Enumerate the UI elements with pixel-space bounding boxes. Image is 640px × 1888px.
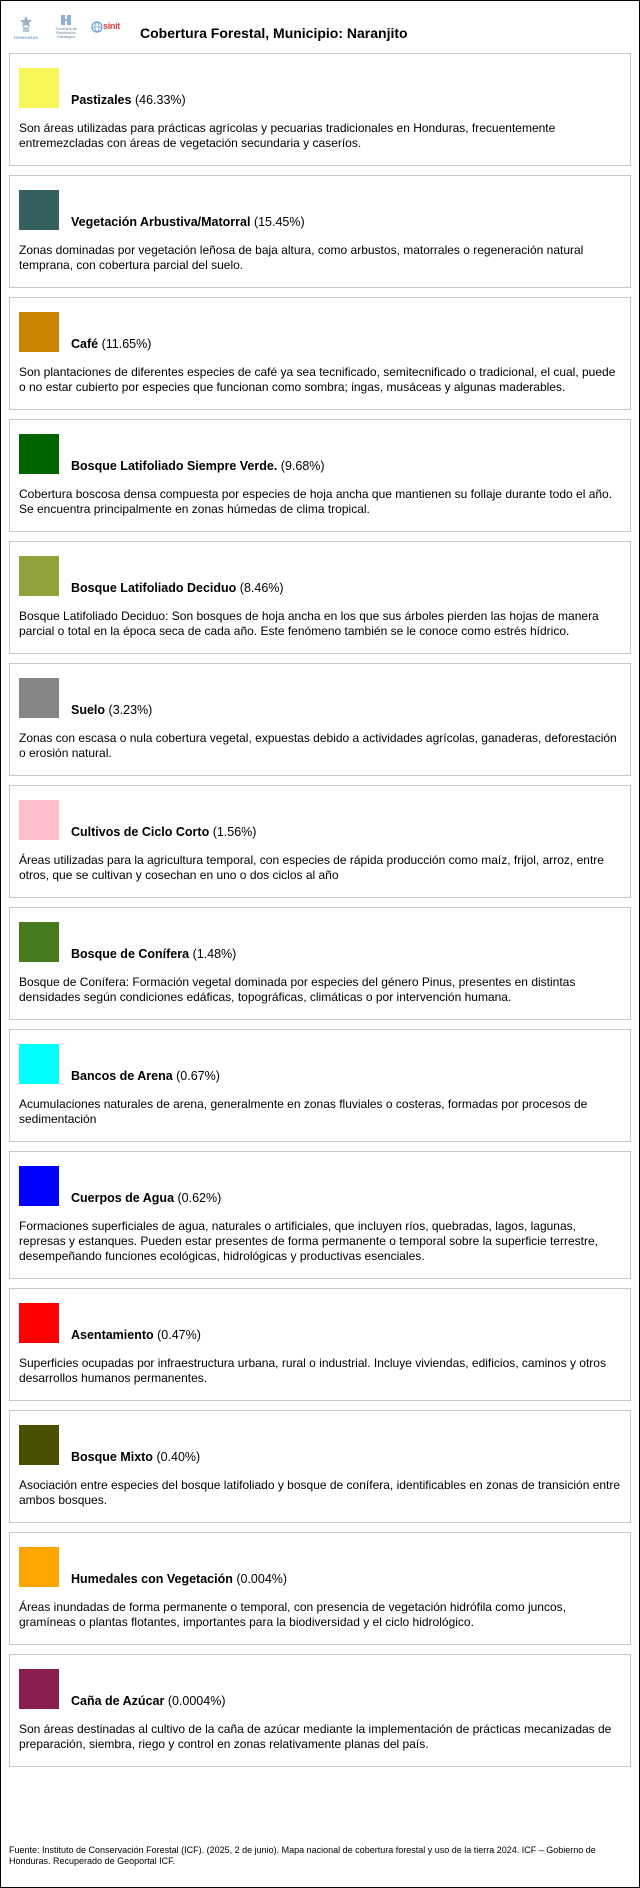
coverage-card-title [71, 1572, 287, 1587]
coverage-card-title [71, 947, 236, 962]
coverage-name: Caña de Azúcar [71, 1694, 165, 1708]
coverage-description: Cobertura boscosa densa compuesta por especies de hoja ancha que mantienen su follaje durante todo el año. Se encuentra principalmente en zonas húmedas de clima tropical. [19, 487, 613, 516]
coverage-card [9, 907, 631, 1020]
coverage-card-header [19, 1163, 621, 1206]
coverage-card-title [71, 703, 152, 718]
coverage-percentage: (3.23%) [108, 703, 153, 717]
emblem-icon [18, 15, 34, 33]
coverage-name: Suelo [71, 703, 106, 717]
coverage-card-title [71, 825, 256, 840]
coverage-description: Bosque de Conífera: Formación vegetal dominada por especies del género Pinus, presentes en distintas densidades según condiciones edáficas, topográficas, climáticas o por intervención humana. [19, 975, 576, 1004]
coverage-name: Vegetación Arbustiva/Matorral [71, 215, 251, 229]
sinit-logo-caption: sinit [103, 21, 121, 31]
coverage-name: Bosque Latifoliado Deciduo [71, 581, 237, 595]
coverage-description: Áreas utilizadas para la agricultura temporal, con especies de rápida producción como maíz, frijol, arroz, entre otros, que se cultivan y cosechan en uno o dos ciclos al año [19, 853, 604, 882]
secretaria-mark-icon [61, 15, 71, 25]
coverage-card-header [19, 1544, 621, 1587]
coverage-percentage: (15.45%) [253, 215, 305, 229]
coverage-percentage: (8.46%) [239, 581, 284, 595]
coverage-card-header [19, 65, 621, 108]
coverage-percentage: (46.33%) [134, 93, 186, 107]
color-swatch [19, 1669, 59, 1709]
color-swatch [19, 1166, 59, 1206]
coverage-percentage: (0.62%) [177, 1191, 222, 1205]
source-footer: Fuente: Instituto de Conservación Forestal (ICF). (2025, 2 de junio). Mapa nacional de cobertura forestal y uso de la tierra 2024. ICF – Gobierno de Honduras. Recuperado de Geoportal ICF. [9, 1845, 596, 1866]
coverage-card-header [19, 1300, 621, 1343]
coverage-card-title [71, 1694, 226, 1709]
logo-strip [11, 15, 129, 45]
color-swatch [19, 678, 59, 718]
color-swatch [19, 1044, 59, 1084]
sinit-logo [91, 19, 129, 37]
coverage-name: Humedales con Vegetación [71, 1572, 233, 1586]
color-swatch [19, 190, 59, 230]
coverage-card-header [19, 1041, 621, 1084]
coverage-name: Cultivos de Ciclo Corto [71, 825, 210, 839]
coverage-card [9, 1532, 631, 1645]
coverage-percentage: (0.67%) [176, 1069, 220, 1083]
coverage-percentage: (0.47%) [157, 1328, 201, 1342]
coverage-card [9, 541, 631, 654]
coverage-name: Bosque Latifoliado Siempre Verde. [71, 459, 278, 473]
globe-icon [91, 21, 103, 33]
coverage-card-header [19, 553, 621, 596]
coverage-name: Cuerpos de Agua [71, 1191, 175, 1205]
coverage-name: Asentamiento [71, 1328, 154, 1342]
coverage-name: Bancos de Arena [71, 1069, 173, 1083]
coverage-description: Son áreas utilizadas para prácticas agrícolas y pecuarias tradicionales en Honduras, frecuentemente entremezcladas con áreas de vegetación secundaria y caseríos. [19, 121, 556, 150]
coverage-card [9, 785, 631, 898]
coverage-card-header [19, 1422, 621, 1465]
coverage-description: Zonas con escasa o nula cobertura vegetal, expuestas debido a actividades agrícolas, ganaderas, deforestación o erosión natural. [19, 731, 617, 760]
coverage-card-title [71, 1191, 221, 1206]
coverage-card-header [19, 1666, 621, 1709]
color-swatch [19, 1547, 59, 1587]
coverage-card [9, 1654, 631, 1767]
color-swatch [19, 922, 59, 962]
coverage-card [9, 1410, 631, 1523]
coverage-card-header [19, 309, 621, 352]
honduras-logo-caption: HONDURAS [13, 35, 39, 40]
coverage-name: Pastizales [71, 93, 132, 107]
coverage-card [9, 419, 631, 532]
coverage-card [9, 1029, 631, 1142]
coverage-card-title [71, 1328, 201, 1343]
coverage-card-list [9, 53, 631, 1776]
coverage-description: Son plantaciones de diferentes especies de café ya sea tecnificado, semitecnificado o tradicional, el cual, puede o no estar cubierto por especies que funcionan como sombra; ingas, musáceas y algunas maderables. [19, 365, 616, 394]
coverage-description: Asociación entre especies del bosque latifoliado y bosque de conífera, identificables en zonas de transición entre ambos bosques. [19, 1478, 621, 1507]
color-swatch [19, 556, 59, 596]
coverage-description: Son áreas destinadas al cultivo de la caña de azúcar mediante la implementación de prácticas mecanizadas de preparación, siembra, riego y control en zonas relativamente planas del país. [19, 1722, 612, 1751]
coverage-card-title [71, 93, 186, 108]
coverage-card-header [19, 187, 621, 230]
coverage-card-header [19, 919, 621, 962]
coverage-percentage: (9.68%) [280, 459, 325, 473]
color-swatch [19, 312, 59, 352]
coverage-name: Bosque de Conífera [71, 947, 190, 961]
coverage-percentage: (1.48%) [192, 947, 237, 961]
coverage-card [9, 663, 631, 776]
page-title: Cobertura Forestal, Municipio: Naranjito [140, 25, 408, 41]
color-swatch [19, 1303, 59, 1343]
honduras-gobierno-logo [11, 15, 41, 45]
color-swatch [19, 800, 59, 840]
coverage-description: Superficies ocupadas por infraestructura urbana, rural o industrial. Incluye viviendas, edificios, caminos y otros desarrollos humanos permanentes. [19, 1356, 606, 1385]
coverage-card [9, 297, 631, 410]
coverage-percentage: (0.0004%) [167, 1694, 226, 1708]
coverage-card-header [19, 797, 621, 840]
coverage-card-title [71, 459, 325, 474]
coverage-card-header [19, 431, 621, 474]
coverage-percentage: (0.004%) [236, 1572, 288, 1586]
coverage-percentage: (1.56%) [212, 825, 257, 839]
coverage-percentage: (0.40%) [156, 1450, 201, 1464]
coverage-name: Bosque Mixto [71, 1450, 153, 1464]
page-header [1, 1, 639, 53]
coverage-card-title [71, 1069, 220, 1084]
color-swatch [19, 68, 59, 108]
coverage-description: Formaciones superficiales de agua, naturales o artificiales, que incluyen ríos, quebradas, lagos, lagunas, represas y estanques. Pueden estar presentes de forma permanente o temporal sobre la superficie terrestre, desempeñando funciones ecológicas, hidrológicas y productivas esenciales. [19, 1219, 598, 1263]
coverage-name: Café [71, 337, 99, 351]
coverage-description: Acumulaciones naturales de arena, generalmente en zonas fluviales o costeras, formadas por procesos de sedimentación [19, 1097, 588, 1126]
coverage-card-header [19, 675, 621, 718]
secretaria-logo-caption: Secretaría de Planificación Estratégica [55, 27, 77, 39]
coverage-card [9, 1288, 631, 1401]
coverage-card [9, 175, 631, 288]
coverage-card-title [71, 1450, 200, 1465]
color-swatch [19, 434, 59, 474]
secretaria-logo [49, 15, 83, 45]
coverage-card-title [71, 581, 284, 596]
coverage-description: Áreas inundadas de forma permanente o temporal, con presencia de vegetación hidrófila como juncos, gramíneas o plantas flotantes, importantes para la biodiversidad y el ciclo hidrológico. [19, 1600, 566, 1629]
coverage-card [9, 1151, 631, 1279]
coverage-card-title [71, 215, 305, 230]
color-swatch [19, 1425, 59, 1465]
coverage-description: Zonas dominadas por vegetación leñosa de baja altura, como arbustos, matorrales o regeneración natural temprana, con cobertura parcial del suelo. [19, 243, 584, 272]
coverage-card [9, 53, 631, 166]
coverage-description: Bosque Latifoliado Deciduo: Son bosques de hoja ancha en los que sus árboles pierden las hojas de manera parcial o total en la época seca de cada año. Este fenómeno también se le conoce como estrés hídrico. [19, 609, 599, 638]
coverage-card-title [71, 337, 151, 352]
coverage-percentage: (11.65%) [101, 337, 152, 351]
